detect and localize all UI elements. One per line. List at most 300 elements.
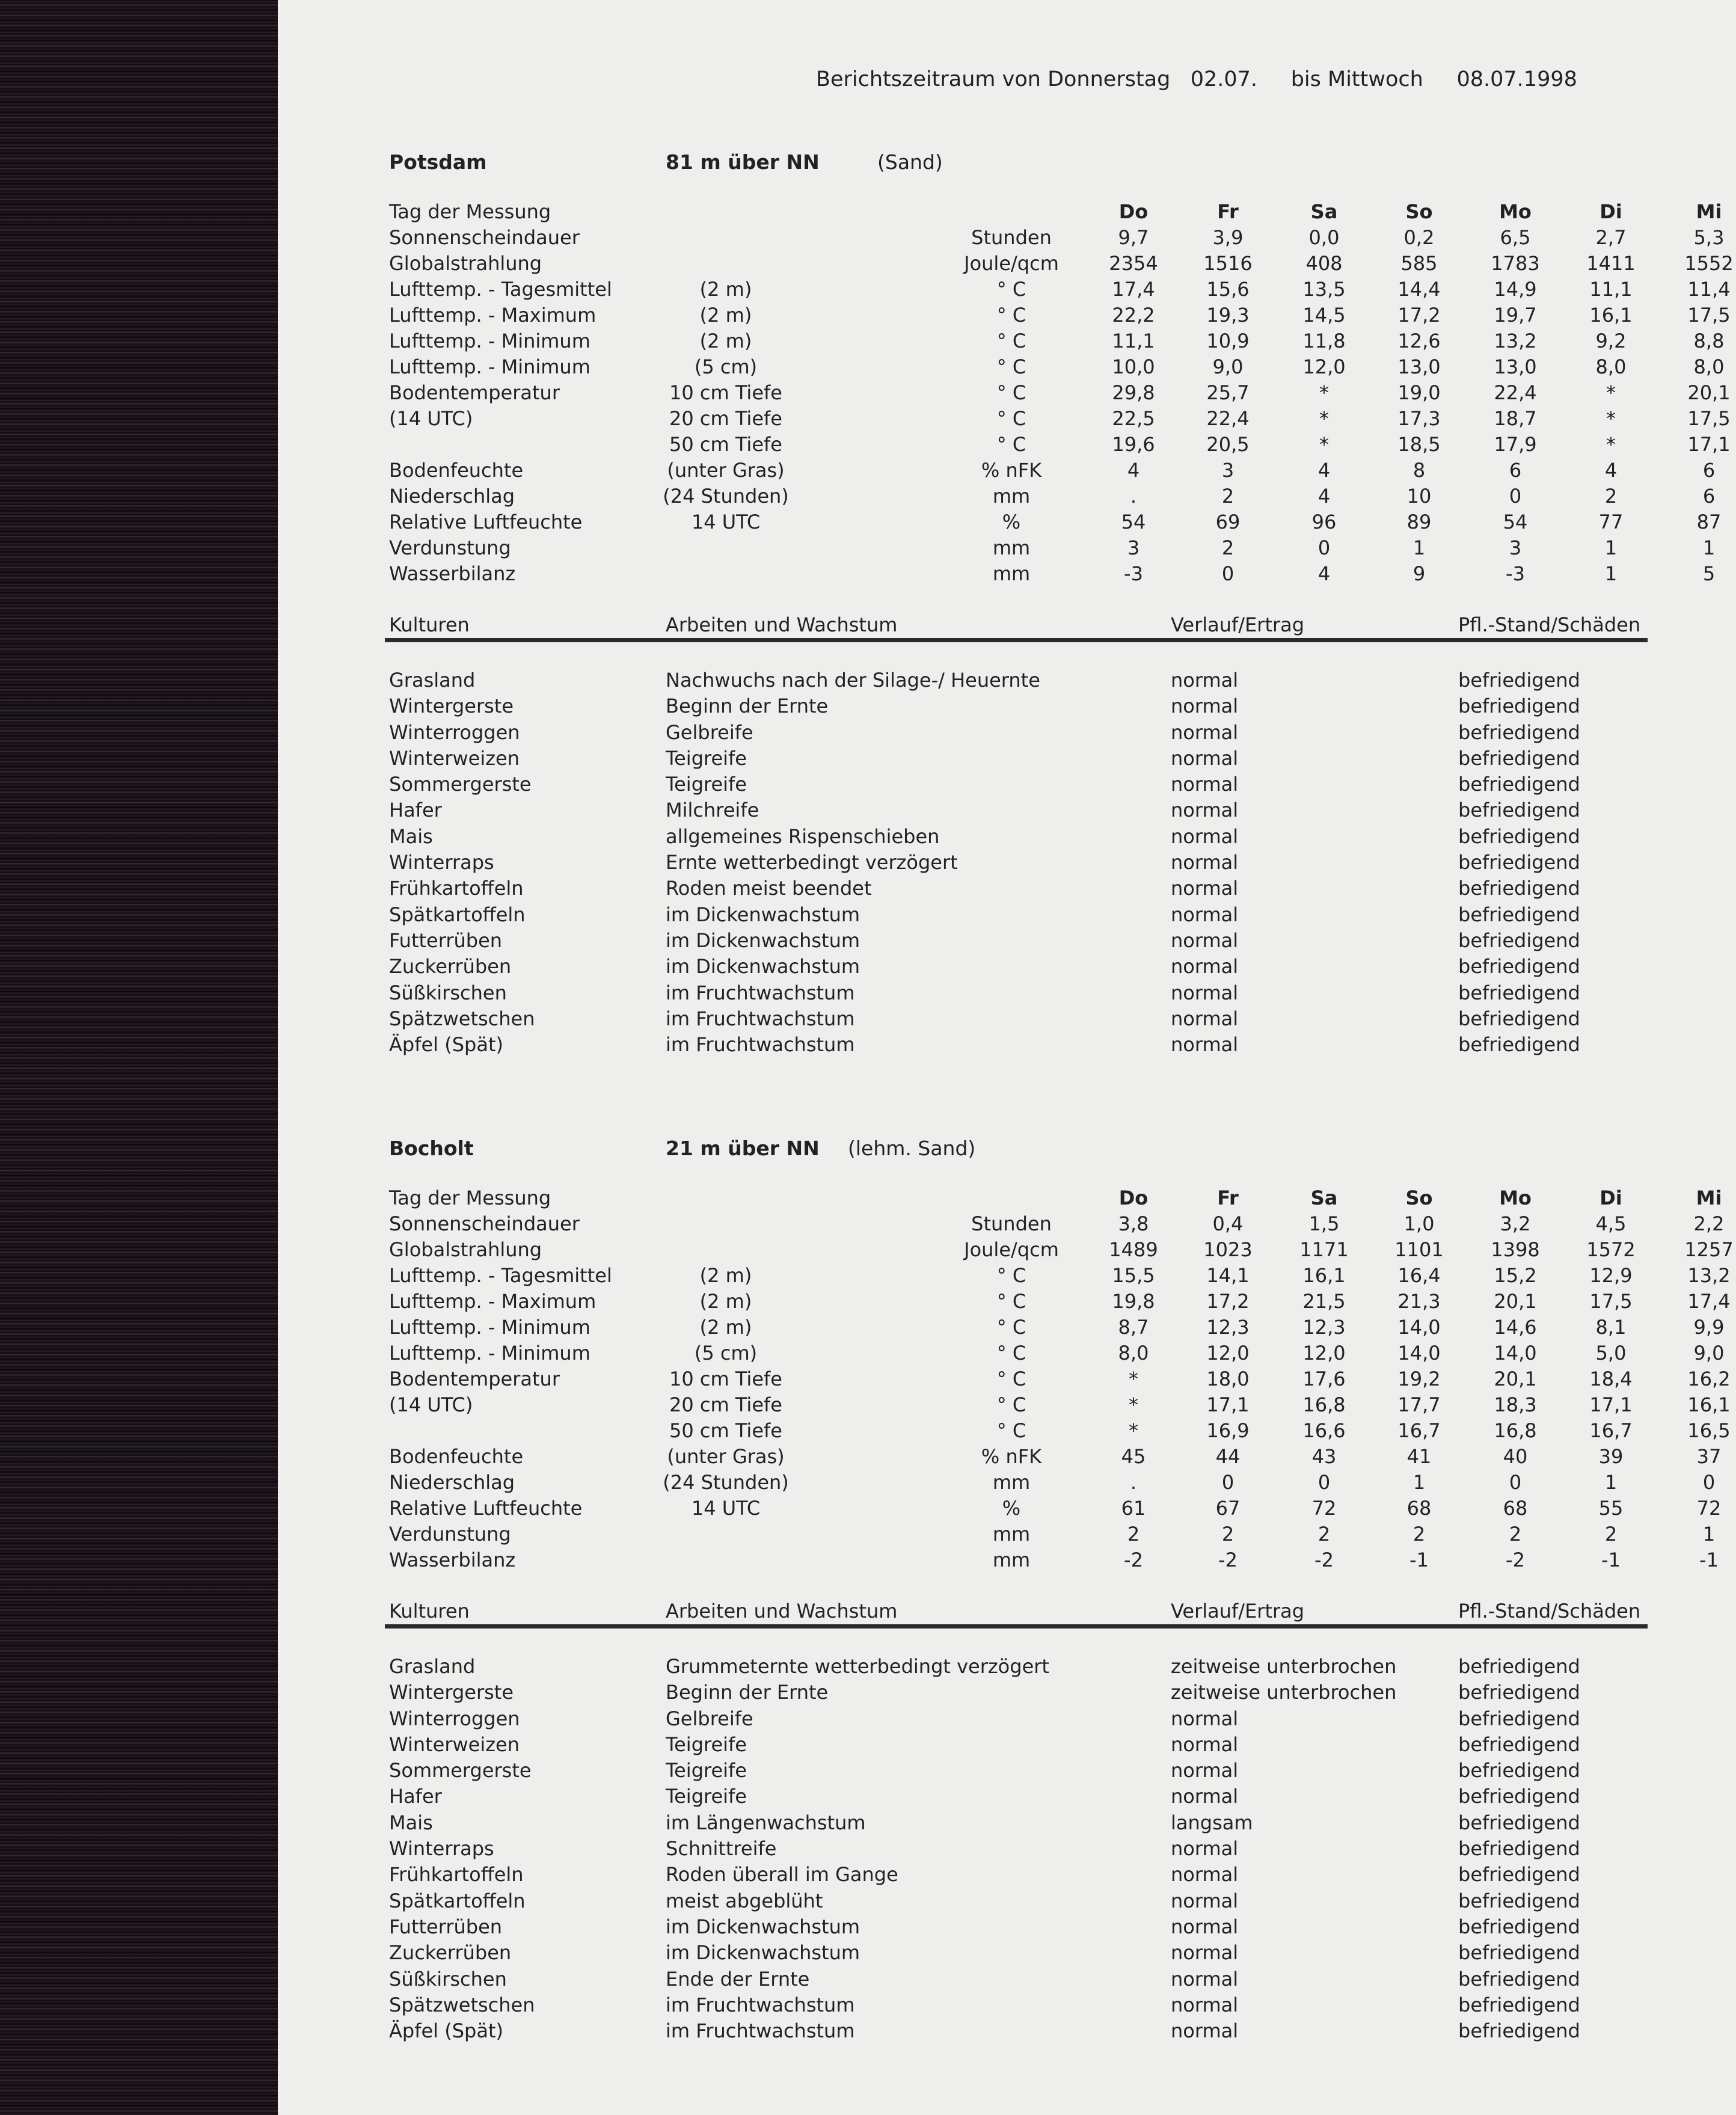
measurement-label: Bodenfeuchte	[389, 1445, 524, 1468]
crop-name: Spätzwetschen	[389, 1007, 535, 1030]
crop-status: befriedigend	[1458, 773, 1580, 796]
measurement-row	[389, 511, 1736, 536]
measurement-qualifier: 20 cm Tiefe	[669, 407, 782, 430]
crop-row	[389, 1007, 1652, 1033]
measurement-label: Verdunstung	[389, 536, 511, 559]
crop-yield-course: langsam	[1171, 1811, 1253, 1834]
crop-name: Spätzwetschen	[389, 1993, 535, 2016]
crop-name: Äpfel (Spät)	[389, 1033, 503, 1057]
measurement-unit: ° C	[996, 1290, 1026, 1313]
measurement-value: 18,0	[1206, 1368, 1250, 1390]
measurement-row	[389, 355, 1736, 381]
crop-development: meist abgeblüht	[666, 1889, 823, 1912]
measurement-value: 16,7	[1397, 1419, 1441, 1442]
measurement-value: 0	[1221, 562, 1235, 585]
measurement-value: 15,5	[1112, 1264, 1155, 1287]
crop-status: befriedigend	[1458, 824, 1580, 848]
measurement-value: 9,7	[1118, 226, 1149, 249]
measurement-value: 6	[1509, 459, 1522, 482]
station-elevation: 21 m über NN	[666, 1137, 820, 1160]
measurement-value: 2,7	[1595, 226, 1627, 249]
measurement-value: 10	[1406, 485, 1432, 508]
crop-name: Futterrüben	[389, 929, 503, 952]
crop-row	[389, 721, 1652, 747]
measurement-value: 1171	[1299, 1238, 1349, 1261]
measurement-value: 16,6	[1302, 1419, 1346, 1442]
measurement-value: 44	[1215, 1445, 1241, 1468]
day-label: So	[1405, 200, 1433, 223]
crop-yield-course: normal	[1171, 1967, 1239, 1991]
day-label: Sa	[1310, 1186, 1338, 1209]
crop-name: Wintergerste	[389, 1681, 514, 1704]
crop-row	[389, 1785, 1652, 1811]
measurement-value: 1411	[1586, 252, 1636, 275]
measurement-label: Bodentemperatur	[389, 381, 560, 404]
measurement-value: 16,8	[1302, 1393, 1346, 1416]
measurement-value: 22,4	[1494, 381, 1537, 404]
measurement-unit: %	[1002, 511, 1021, 533]
station-name: Potsdam	[389, 150, 487, 174]
crop-development: Ernte wetterbedingt verzögert	[666, 851, 958, 874]
crop-row	[389, 1941, 1652, 1967]
crop-row	[389, 1994, 1652, 2019]
measurement-value: 8,0	[1118, 1342, 1149, 1364]
measurement-value: 8	[1412, 459, 1426, 482]
crop-row	[389, 1759, 1652, 1785]
measurement-value: 2354	[1109, 252, 1158, 275]
measurement-value: 61	[1121, 1497, 1146, 1520]
measurement-value: 77	[1598, 511, 1624, 533]
measurement-value: 9,0	[1693, 1342, 1725, 1364]
measurement-value: 16,1	[1302, 1264, 1346, 1287]
crop-name: Futterrüben	[389, 1915, 503, 1938]
crop-row	[389, 1733, 1652, 1759]
measurement-value: 17,5	[1687, 304, 1731, 327]
crop-status: befriedigend	[1458, 1941, 1580, 1965]
measurement-qualifier: (2 m)	[699, 1264, 752, 1287]
crop-status: befriedigend	[1458, 695, 1580, 718]
measurement-value: 16,9	[1206, 1419, 1250, 1442]
crop-row	[389, 981, 1652, 1007]
measurement-label: Sonnenscheindauer	[389, 1212, 580, 1235]
crop-name: Grasland	[389, 1655, 476, 1678]
crop-status: befriedigend	[1458, 1733, 1580, 1756]
report-date-to: 08.07.1998	[1456, 67, 1577, 91]
measurement-unit: ° C	[996, 1419, 1026, 1442]
measurement-value: -3	[1506, 562, 1525, 585]
crop-status: befriedigend	[1458, 1863, 1580, 1886]
station-soil: (lehm. Sand)	[848, 1137, 976, 1160]
measurement-value: 18,7	[1494, 407, 1537, 430]
measurement-value: 0	[1221, 1471, 1235, 1494]
measurement-qualifier: 10 cm Tiefe	[669, 381, 782, 404]
crop-development: im Fruchtwachstum	[666, 981, 855, 1004]
measurement-qualifier: 50 cm Tiefe	[669, 433, 782, 456]
measurement-row	[389, 1393, 1736, 1419]
measurement-value: 21,5	[1302, 1290, 1346, 1313]
measurement-value: 0,2	[1403, 226, 1435, 249]
crop-yield-course: normal	[1171, 851, 1239, 874]
measurement-value: 1	[1412, 536, 1426, 559]
measurement-value: 1398	[1491, 1238, 1540, 1261]
measurement-value: -2	[1314, 1549, 1334, 1571]
measurement-value: 0,4	[1212, 1212, 1244, 1235]
crop-status: befriedigend	[1458, 669, 1580, 692]
crop-yield-course: normal	[1171, 773, 1239, 796]
crop-status: befriedigend	[1458, 877, 1580, 900]
crop-row	[389, 747, 1652, 773]
crop-development: Beginn der Ernte	[666, 695, 829, 718]
measurement-value: 3,9	[1212, 226, 1244, 249]
crop-name: Süßkirschen	[389, 1967, 507, 1991]
measurement-value: 72	[1696, 1497, 1722, 1520]
measurement-unit: ° C	[996, 304, 1026, 327]
measurement-unit: ° C	[996, 433, 1026, 456]
crop-development: im Fruchtwachstum	[666, 1007, 855, 1030]
measurement-unit: ° C	[996, 1393, 1026, 1416]
measurement-value: -2	[1218, 1549, 1238, 1571]
measurement-value: 14,5	[1302, 304, 1346, 327]
measurement-value: 2	[1221, 1523, 1235, 1546]
day-label: Fr	[1217, 1186, 1239, 1209]
measurement-label: Globalstrahlung	[389, 1238, 542, 1261]
measurement-label: Relative Luftfeuchte	[389, 1497, 583, 1520]
measurement-value: 1	[1412, 1471, 1426, 1494]
measurement-value: 14,1	[1206, 1264, 1250, 1287]
measurement-qualifier: (5 cm)	[694, 1342, 758, 1364]
measurement-value: 1	[1604, 562, 1618, 585]
measurement-unit: mm	[992, 1471, 1031, 1494]
crops-header-crop: Kulturen	[389, 613, 470, 636]
measurement-value: 54	[1503, 511, 1528, 533]
measurement-value: *	[1129, 1393, 1138, 1416]
crop-row	[389, 1033, 1652, 1059]
measurement-value: 1	[1604, 1471, 1618, 1494]
measurement-unit: %	[1002, 1497, 1021, 1520]
crop-status: befriedigend	[1458, 1785, 1580, 1808]
crop-development: im Fruchtwachstum	[666, 2019, 855, 2043]
crop-status: befriedigend	[1458, 1655, 1580, 1678]
measurement-qualifier: 50 cm Tiefe	[669, 1419, 782, 1442]
measurement-value: -2	[1506, 1549, 1525, 1571]
crop-row	[389, 1915, 1652, 1941]
measurement-qualifier: (2 m)	[699, 304, 752, 327]
crop-name: Hafer	[389, 799, 442, 822]
measurement-value: *	[1606, 381, 1616, 404]
measurement-value: 16,5	[1687, 1419, 1731, 1442]
measurement-value: 43	[1311, 1445, 1337, 1468]
crop-row	[389, 1863, 1652, 1889]
crop-name: Sommergerste	[389, 773, 532, 796]
crop-name: Äpfel (Spät)	[389, 2019, 503, 2043]
measurement-value: 1516	[1203, 252, 1253, 275]
day-label: Mo	[1499, 1186, 1532, 1209]
measurement-row	[389, 1342, 1736, 1368]
crop-row	[389, 1889, 1652, 1915]
crop-yield-course: normal	[1171, 929, 1239, 952]
crop-name: Sommergerste	[389, 1759, 532, 1782]
measurement-value: 2	[1604, 1523, 1618, 1546]
measurement-value: 0	[1317, 1471, 1331, 1494]
day-header-row	[389, 1186, 1736, 1212]
crop-row	[389, 1707, 1652, 1733]
crops-table	[389, 669, 1652, 1059]
measurement-value: 5	[1702, 562, 1716, 585]
crop-status: befriedigend	[1458, 1967, 1580, 1991]
measurement-row	[389, 1290, 1736, 1316]
measurement-unit: ° C	[996, 381, 1026, 404]
crop-name: Winterweizen	[389, 746, 520, 770]
crop-row	[389, 851, 1652, 877]
measurement-unit: ° C	[996, 1368, 1026, 1390]
measurement-row	[389, 1471, 1736, 1497]
measurement-value: *	[1606, 433, 1616, 456]
measurement-value: *	[1129, 1368, 1138, 1390]
crop-row	[389, 929, 1652, 955]
crop-yield-course: normal	[1171, 1007, 1239, 1030]
crop-development: Roden meist beendet	[666, 877, 872, 900]
scan-edge	[0, 0, 278, 2115]
measurement-row	[389, 1549, 1736, 1574]
measurement-value: 2	[1412, 1523, 1426, 1546]
measurement-row	[389, 278, 1736, 304]
measurement-value: 1783	[1491, 252, 1540, 275]
measurement-value: 8,8	[1693, 330, 1725, 352]
crop-row	[389, 877, 1652, 903]
measurement-unit: ° C	[996, 1264, 1026, 1287]
crop-yield-course: normal	[1171, 877, 1239, 900]
measurement-value: 18,3	[1494, 1393, 1537, 1416]
day-label: Mi	[1696, 1186, 1722, 1209]
measurement-value: *	[1319, 433, 1329, 456]
crop-name: Spätkartoffeln	[389, 903, 526, 926]
measurement-unit: ° C	[996, 355, 1026, 378]
measurement-value: *	[1319, 381, 1329, 404]
measurement-value: 1,5	[1308, 1212, 1340, 1235]
measurement-table	[389, 200, 1736, 588]
crop-development: Teigreife	[666, 1759, 747, 1782]
measurement-value: 2	[1604, 485, 1618, 508]
crop-name: Winterroggen	[389, 1707, 520, 1730]
measurement-value: 11,1	[1589, 278, 1633, 301]
measurement-value: 45	[1121, 1445, 1146, 1468]
measurement-value: 12,0	[1206, 1342, 1250, 1364]
measurement-value: 9,0	[1212, 355, 1244, 378]
measurement-value: 1	[1702, 536, 1716, 559]
measurement-row	[389, 1497, 1736, 1523]
measurement-value: 15,6	[1206, 278, 1250, 301]
measurement-row	[389, 536, 1736, 562]
crop-development: Gelbreife	[666, 720, 753, 744]
measurement-value: *	[1319, 407, 1329, 430]
measurement-value: 19,3	[1206, 304, 1250, 327]
measurement-value: 14,4	[1397, 278, 1441, 301]
crop-development: Grummeternte wetterbedingt verzögert	[666, 1655, 1049, 1678]
measurement-row	[389, 459, 1736, 485]
measurement-row	[389, 1419, 1736, 1445]
crop-row	[389, 1968, 1652, 1994]
measurement-value: 2,2	[1693, 1212, 1725, 1235]
measurement-value: 17,3	[1397, 407, 1441, 430]
measurement-value: 17,2	[1206, 1290, 1250, 1313]
crop-development: im Dickenwachstum	[666, 955, 860, 978]
measurement-value: 68	[1503, 1497, 1528, 1520]
measurement-value: 17,5	[1589, 1290, 1633, 1313]
measurement-label: (14 UTC)	[389, 407, 473, 430]
measurement-label: Bodentemperatur	[389, 1368, 560, 1390]
crop-development: Beginn der Ernte	[666, 1681, 829, 1704]
measurement-row	[389, 433, 1736, 459]
measurement-value: 17,7	[1397, 1393, 1441, 1416]
measurement-value: 54	[1121, 511, 1146, 533]
measurement-value: 17,4	[1687, 1290, 1731, 1313]
crop-yield-course: normal	[1171, 1993, 1239, 2016]
crop-name: Wintergerste	[389, 695, 514, 718]
measurement-value: 29,8	[1112, 381, 1155, 404]
report-period-mid: bis Mittwoch	[1290, 67, 1423, 91]
day-label: So	[1405, 1186, 1433, 1209]
measurement-value: 16,1	[1687, 1393, 1731, 1416]
measurement-value: 3	[1509, 536, 1522, 559]
measurement-unit: Joule/qcm	[964, 252, 1059, 275]
measurement-qualifier: (24 Stunden)	[663, 485, 789, 508]
measurement-value: 39	[1598, 1445, 1624, 1468]
measurement-label: Relative Luftfeuchte	[389, 511, 583, 533]
measurement-row	[389, 381, 1736, 407]
crop-yield-course: normal	[1171, 669, 1239, 692]
crop-row	[389, 1655, 1652, 1681]
crop-status: befriedigend	[1458, 1993, 1580, 2016]
crop-yield-course: normal	[1171, 1889, 1239, 1912]
measurement-label: Niederschlag	[389, 1471, 515, 1494]
measurement-value: *	[1606, 407, 1616, 430]
crop-row	[389, 669, 1652, 695]
measurement-label: Tag der Messung	[389, 200, 551, 223]
crop-status: befriedigend	[1458, 799, 1580, 822]
measurement-value: -1	[1699, 1549, 1719, 1571]
measurement-value: 8,0	[1595, 355, 1627, 378]
measurement-label: Wasserbilanz	[389, 562, 516, 585]
measurement-qualifier: 14 UTC	[691, 1497, 761, 1520]
crop-development: im Dickenwachstum	[666, 929, 860, 952]
measurement-value: 19,7	[1494, 304, 1537, 327]
measurement-label: Lufttemp. - Tagesmittel	[389, 278, 612, 301]
measurement-value: 0	[1317, 536, 1331, 559]
crops-table	[389, 1655, 1652, 2045]
measurement-value: 16,2	[1687, 1368, 1731, 1390]
crop-yield-course: normal	[1171, 720, 1239, 744]
crop-yield-course: normal	[1171, 695, 1239, 718]
measurement-value: 4	[1604, 459, 1618, 482]
measurement-qualifier: (2 m)	[699, 330, 752, 352]
crop-row	[389, 1681, 1652, 1707]
crops-header-crop: Kulturen	[389, 1600, 470, 1622]
measurement-value: 40	[1503, 1445, 1528, 1468]
measurement-qualifier: (2 m)	[699, 1290, 752, 1313]
crop-development: im Fruchtwachstum	[666, 1033, 855, 1057]
day-label: Mi	[1696, 200, 1722, 223]
day-label: Do	[1118, 1186, 1149, 1209]
crop-development: Teigreife	[666, 746, 747, 770]
measurement-label: Globalstrahlung	[389, 252, 542, 275]
crop-status: befriedigend	[1458, 955, 1580, 978]
measurement-row	[389, 252, 1736, 278]
measurement-value: 8,0	[1693, 355, 1725, 378]
crop-yield-course: normal	[1171, 1837, 1239, 1861]
measurement-qualifier: 10 cm Tiefe	[669, 1368, 782, 1390]
measurement-label: Lufttemp. - Minimum	[389, 1342, 590, 1364]
crop-status: befriedigend	[1458, 1033, 1580, 1057]
measurement-value: 21,3	[1397, 1290, 1441, 1313]
measurement-unit: mm	[992, 536, 1031, 559]
crops-header	[389, 1600, 1652, 1624]
crop-development: im Dickenwachstum	[666, 1915, 860, 1938]
measurement-table	[389, 1186, 1736, 1574]
measurement-value: 16,8	[1494, 1419, 1537, 1442]
crop-yield-course: normal	[1171, 746, 1239, 770]
measurement-value: 20,1	[1687, 381, 1731, 404]
measurement-value: 17,9	[1494, 433, 1537, 456]
measurement-value: 9	[1412, 562, 1426, 585]
measurement-unit: ° C	[996, 1342, 1026, 1364]
measurement-value: 19,6	[1112, 433, 1155, 456]
measurement-value: 18,4	[1589, 1368, 1633, 1390]
crop-yield-course: zeitweise unterbrochen	[1171, 1655, 1397, 1678]
crop-status: befriedigend	[1458, 851, 1580, 874]
measurement-unit: Stunden	[971, 1212, 1052, 1235]
crop-row	[389, 695, 1652, 720]
crop-name: Frühkartoffeln	[389, 877, 524, 900]
crop-name: Hafer	[389, 1785, 442, 1808]
measurement-value: 18,5	[1397, 433, 1441, 456]
crop-yield-course: normal	[1171, 981, 1239, 1004]
crop-status: befriedigend	[1458, 1681, 1580, 1704]
measurement-value: .	[1130, 1471, 1137, 1494]
measurement-value: 17,4	[1112, 278, 1155, 301]
measurement-value: 67	[1215, 1497, 1241, 1520]
measurement-qualifier: 14 UTC	[691, 511, 761, 533]
measurement-value: 12,3	[1302, 1316, 1346, 1339]
day-label: Sa	[1310, 200, 1338, 223]
measurement-value: 20,1	[1494, 1290, 1537, 1313]
measurement-row	[389, 1264, 1736, 1290]
measurement-value: 4	[1317, 485, 1331, 508]
crop-status: befriedigend	[1458, 981, 1580, 1004]
measurement-row	[389, 1316, 1736, 1342]
measurement-value: 1572	[1586, 1238, 1636, 1261]
measurement-value: 408	[1305, 252, 1343, 275]
measurement-value: 4	[1317, 459, 1331, 482]
measurement-value: 12,3	[1206, 1316, 1250, 1339]
measurement-label: Wasserbilanz	[389, 1549, 516, 1571]
crop-yield-course: zeitweise unterbrochen	[1171, 1681, 1397, 1704]
crop-row	[389, 799, 1652, 824]
crop-yield-course: normal	[1171, 1759, 1239, 1782]
crop-development: Ende der Ernte	[666, 1967, 810, 1991]
crop-status: befriedigend	[1458, 720, 1580, 744]
measurement-label: Bodenfeuchte	[389, 459, 524, 482]
crop-status: befriedigend	[1458, 929, 1580, 952]
measurement-value: 1101	[1394, 1238, 1444, 1261]
measurement-value: 4	[1317, 562, 1331, 585]
measurement-label: Lufttemp. - Maximum	[389, 1290, 597, 1313]
report-page	[278, 0, 1736, 2115]
measurement-label: Niederschlag	[389, 485, 515, 508]
measurement-label: Lufttemp. - Minimum	[389, 1316, 590, 1339]
crop-development: Teigreife	[666, 1733, 747, 1756]
report-date-from: 02.07.	[1190, 67, 1258, 91]
crop-development: allgemeines Rispenschieben	[666, 824, 940, 848]
